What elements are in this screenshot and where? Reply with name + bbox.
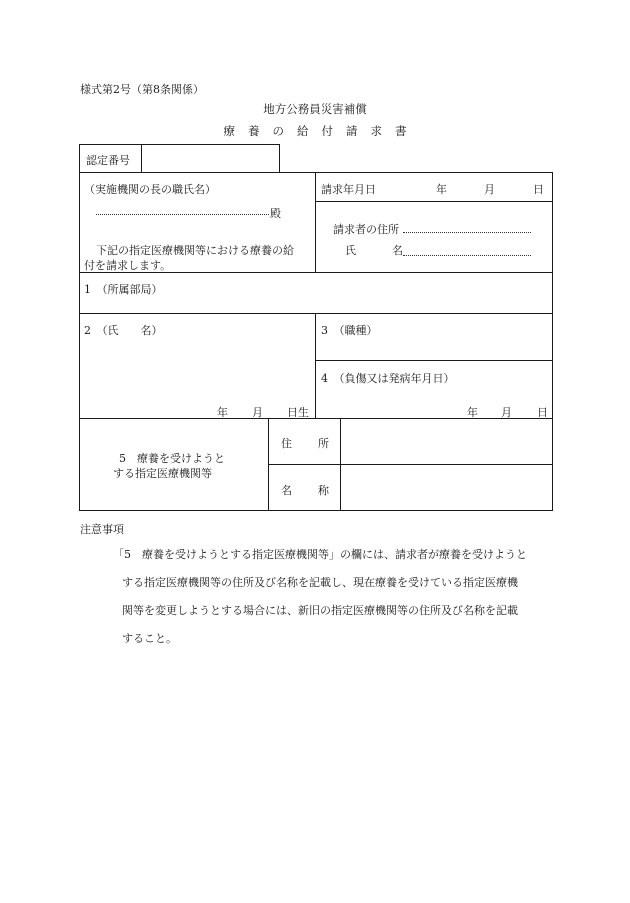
form-title-line1: 地方公務員災害補償 (263, 102, 367, 116)
birth-month: 月 (252, 406, 263, 419)
addressee-suffix: 殿 (270, 207, 281, 220)
table-top-border (79, 172, 553, 173)
table-bottom-border (79, 510, 553, 511)
affiliation-label: 1 （所属部局） (84, 283, 163, 296)
claimant-name-label-2: 名 (392, 244, 403, 257)
cert-box-right (279, 144, 280, 172)
addressee-label: （実施機関の長の職氏名） (84, 183, 216, 196)
institution-label-line1: 5 療養を受けようと (119, 452, 225, 465)
name-label-1: 名 (281, 484, 292, 497)
birth-year: 年 (217, 406, 228, 419)
row1-divider (315, 172, 316, 272)
note-line-2: する指定医療機関等の住所及び名称を記載し、現在療養を受けている指定医療機 (122, 576, 518, 589)
row3-bottom (79, 418, 553, 419)
claimant-address-input[interactable] (403, 232, 531, 233)
form-number: 様式第2号（第8条関係） (80, 83, 204, 96)
name-label-2: 称 (318, 484, 329, 497)
note-line-4: すること。 (122, 632, 177, 645)
request-date-label: 請求年月日 (321, 183, 376, 196)
request-text-line2: 付を請求します。 (84, 259, 172, 272)
row2-bottom (79, 313, 553, 314)
table-right-border (552, 172, 553, 511)
address-label-1: 住 (281, 437, 292, 450)
institution-label-line2: する指定医療機関等 (113, 467, 212, 480)
form-title-line2: 療養の給付請求書 (223, 124, 420, 138)
address-label-2: 所 (318, 437, 329, 450)
request-date-day: 日 (533, 183, 544, 196)
table-left-border (79, 144, 80, 511)
claimant-name-input[interactable] (403, 255, 531, 256)
name-label: 2 （氏 名） (84, 324, 163, 337)
injury-year: 年 (467, 406, 478, 419)
notes-title: 注意事項 (80, 523, 124, 536)
request-date-month: 月 (484, 183, 495, 196)
cert-box-top (79, 144, 279, 145)
injury-day: 日 (537, 406, 548, 419)
addressee-input-line[interactable] (96, 214, 269, 215)
injury-date-label: 4 （負傷又は発病年月日） (321, 372, 455, 385)
claimant-address-label: 請求者の住所 (333, 223, 399, 236)
request-date-year: 年 (436, 183, 447, 196)
note-line-1: 「5 療養を受けようとする指定医療機関等」の欄には、請求者が療養を受けようと (113, 548, 527, 561)
birth-day-suffix: 日生 (287, 406, 309, 419)
note-line-3: 関等を変更しようとする場合には、新旧の指定医療機関等の住所及び名称を記載 (122, 604, 518, 617)
certification-number-label: 認定番号 (86, 154, 130, 167)
institution-middle (268, 464, 553, 465)
request-date-underline (315, 201, 553, 202)
row3-divider (315, 313, 316, 418)
injury-month: 月 (501, 406, 512, 419)
cert-box-divider (141, 144, 142, 172)
occupation-label: 3 （職種） (321, 324, 378, 337)
occupation-bottom (315, 360, 553, 361)
claimant-name-label-1: 氏 (345, 244, 356, 257)
request-text-line1: 下記の指定医療機関等における療養の給 (96, 244, 294, 257)
